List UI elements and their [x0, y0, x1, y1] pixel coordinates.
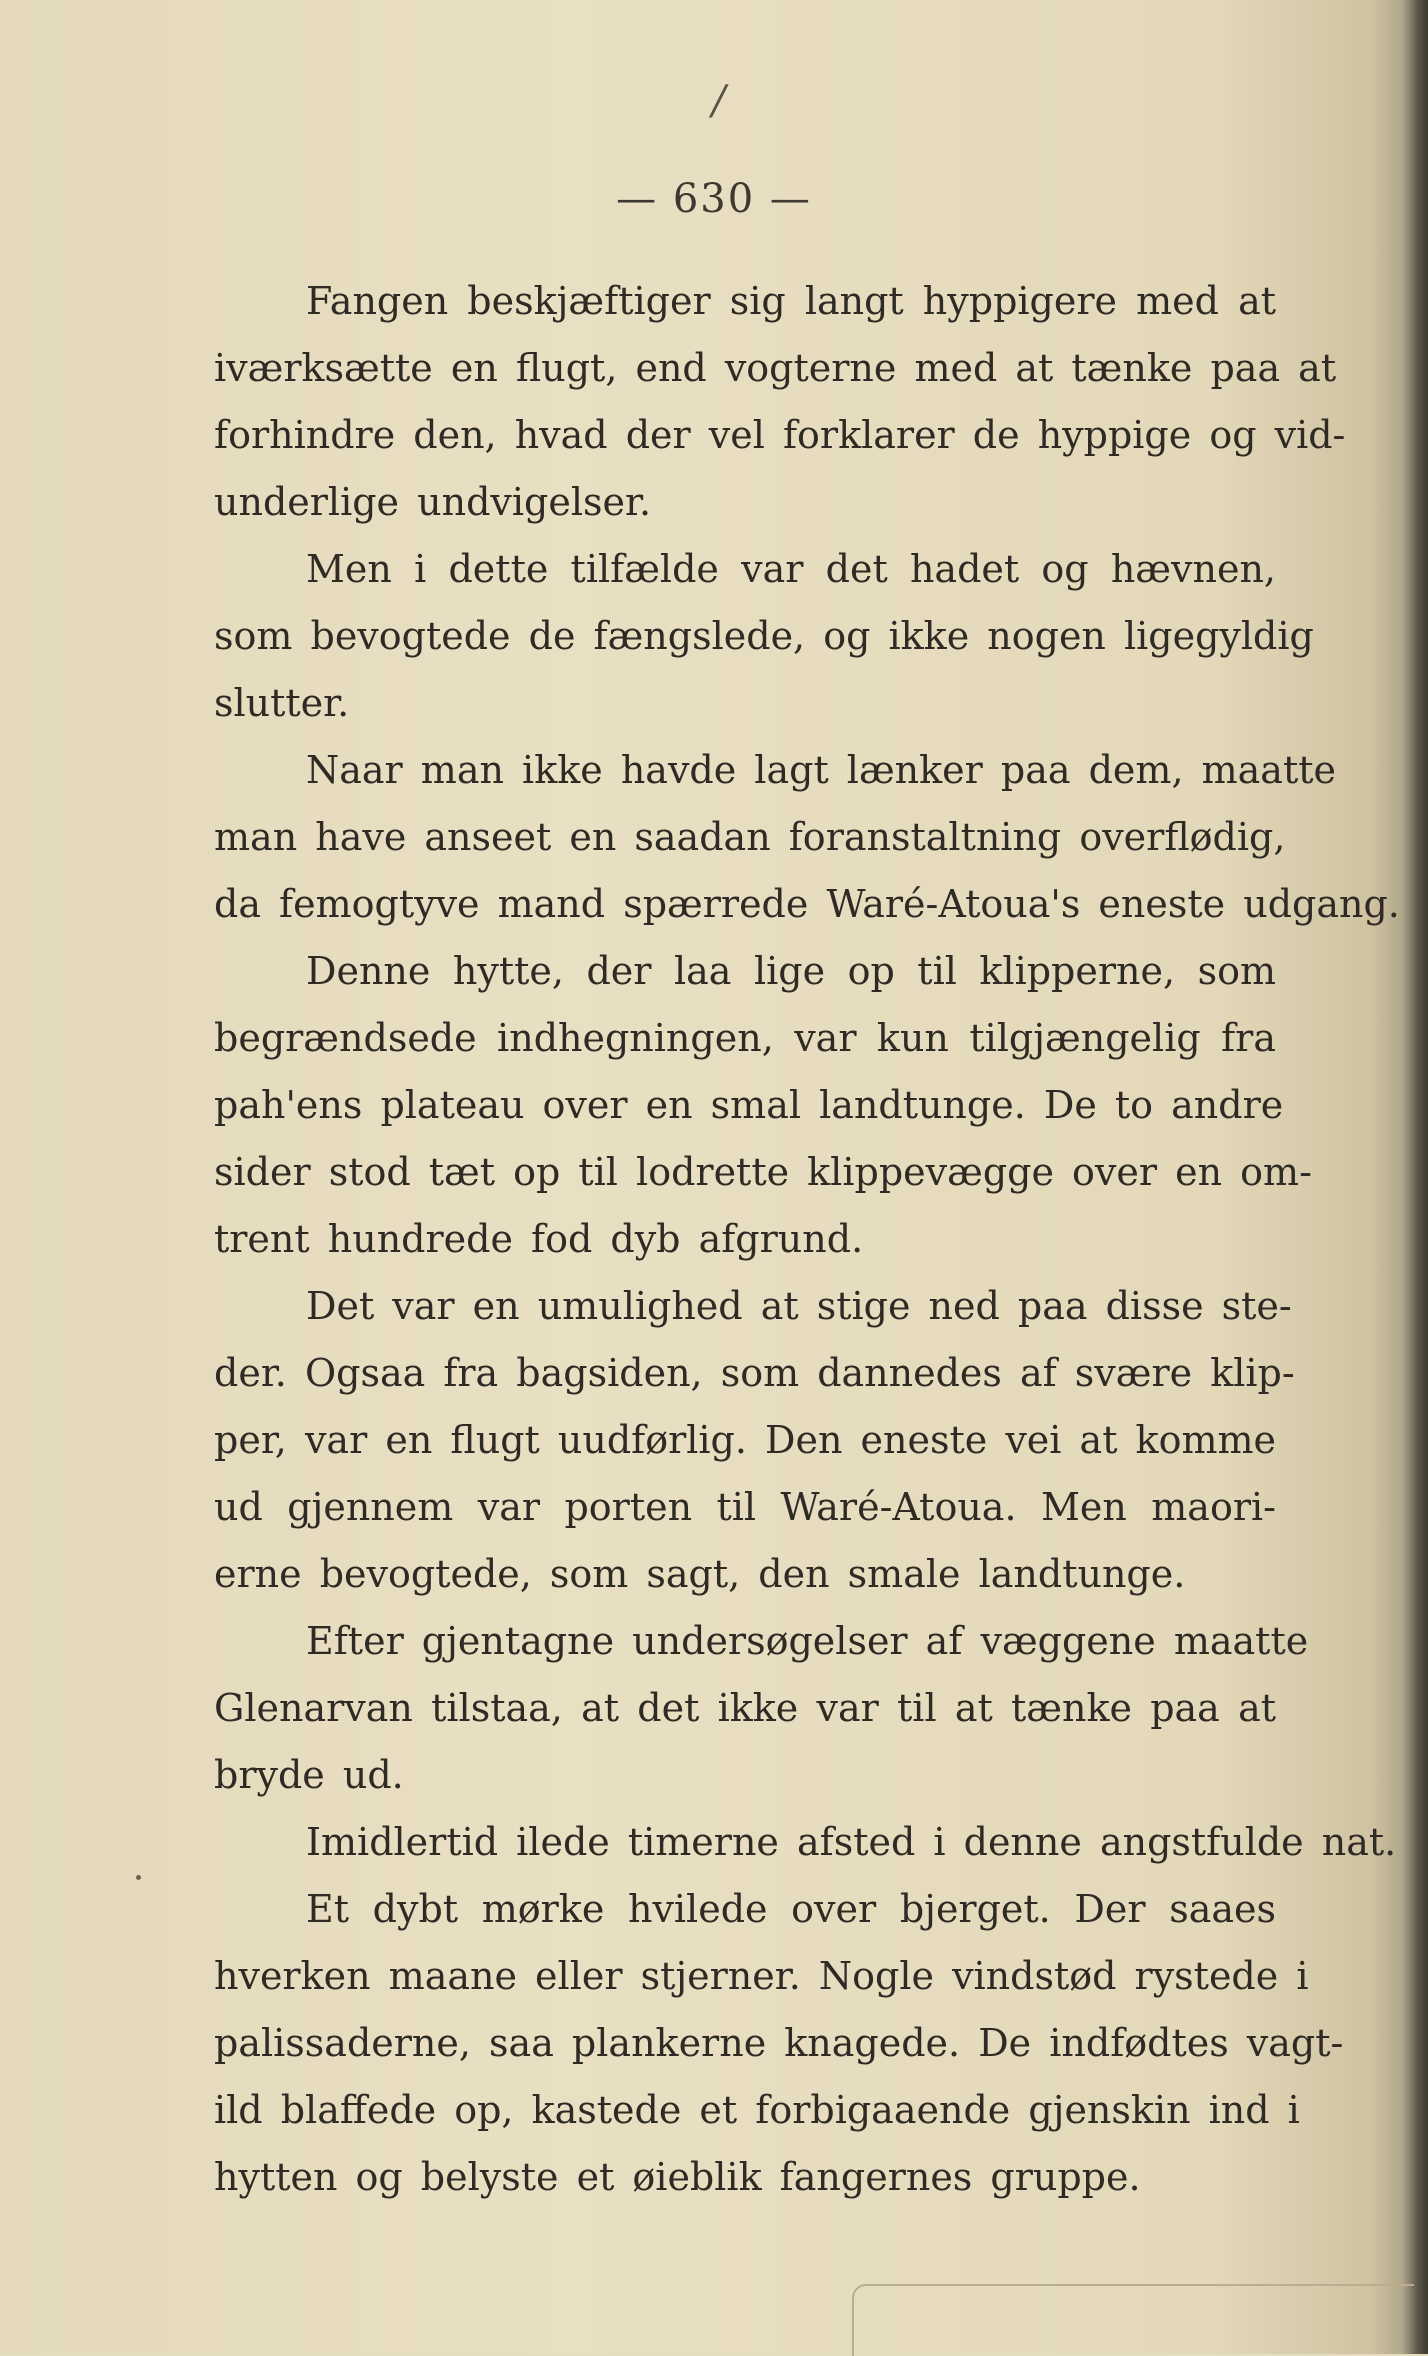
text-line: palissaderne, saa plankerne knagede. De indfødtes vagt-: [214, 2021, 1344, 2065]
paragraph: [214, 1608, 1309, 1809]
paragraph: [214, 938, 1312, 1273]
text-line: per, var en flugt uudførlig. Den eneste vei at komme: [214, 1418, 1276, 1462]
text-line: Men i dette tilfælde var det hadet og hævnen,: [306, 547, 1276, 591]
text-line: trent hundrede fod dyb afgrund.: [214, 1217, 864, 1261]
text-line: hverken maane eller stjerner. Nogle vindstød rystede i: [214, 1954, 1309, 1998]
text-line: der. Ogsaa fra bagsiden, som dannedes af svære klip-: [214, 1351, 1295, 1395]
paragraph: [214, 1876, 1344, 2211]
paragraph: [214, 1809, 1397, 1876]
text-line: man have anseet en saadan foranstaltning overflødig,: [214, 815, 1286, 859]
text-line: hytten og belyste et øieblik fangernes gruppe.: [214, 2155, 1141, 2199]
paragraph: [214, 536, 1314, 737]
paragraph: [214, 737, 1400, 938]
text-line: pah'ens plateau over en smal landtunge. De to andre: [214, 1083, 1284, 1127]
page-frame-corner: [852, 2284, 1414, 2356]
page-number: — 630 —: [616, 176, 812, 222]
text-line: da femogtyve mand spærrede Waré-Atoua's eneste udgang.: [214, 882, 1400, 926]
text-line: Efter gjentagne undersøgelser af væggene maatte: [306, 1619, 1309, 1663]
body-text: [214, 268, 1400, 2211]
margin-dot: [136, 1875, 141, 1880]
pen-mark: /: [712, 78, 726, 124]
text-line: iværksætte en flugt, end vogterne med at tænke paa at: [214, 346, 1337, 390]
page-binding-edge: [1402, 0, 1428, 2354]
text-line: ild blaffede op, kastede et forbigaaende gjenskin ind i: [214, 2088, 1300, 2132]
text-line: Imidlertid ilede timerne afsted i denne angstfulde nat.: [306, 1820, 1397, 1864]
text-line: erne bevogtede, som sagt, den smale landtunge.: [214, 1552, 1186, 1596]
text-line: ud gjennem var porten til Waré-Atoua. Men maori-: [214, 1485, 1276, 1529]
text-line: sider stod tæt op til lodrette klippevægge over en om-: [214, 1150, 1312, 1194]
paragraph: [214, 268, 1346, 536]
text-line: Glenarvan tilstaa, at det ikke var til at tænke paa at: [214, 1686, 1276, 1730]
text-line: som bevogtede de fængslede, og ikke nogen ligegyldig: [214, 614, 1314, 658]
paragraph: [214, 1273, 1295, 1608]
text-line: Fangen beskjæftiger sig langt hyppigere med at: [306, 279, 1276, 323]
text-line: Det var en umulighed at stige ned paa disse ste-: [306, 1284, 1292, 1328]
text-line: Naar man ikke havde lagt lænker paa dem, maatte: [306, 748, 1336, 792]
text-line: forhindre den, hvad der vel forklarer de hyppige og vid-: [214, 413, 1346, 457]
text-line: underlige undvigelser.: [214, 480, 652, 524]
text-line: slutter.: [214, 681, 350, 725]
text-line: begrændsede indhegningen, var kun tilgjængelig fra: [214, 1016, 1276, 1060]
text-line: bryde ud.: [214, 1753, 404, 1797]
text-line: Et dybt mørke hvilede over bjerget. Der saaes: [306, 1887, 1276, 1931]
text-line: Denne hytte, der laa lige op til klipperne, som: [306, 949, 1276, 993]
